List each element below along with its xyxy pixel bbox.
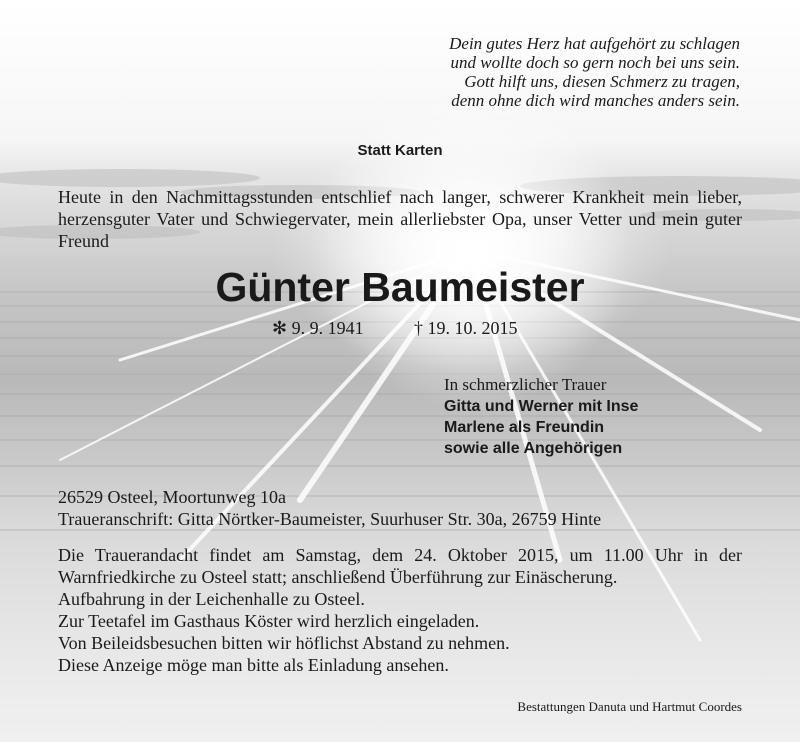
ceremony-notice (58, 544, 742, 676)
mourning-address: Traueranschrift: Gitta Nörtker-Baumeister, Suurhuser Str. 30a, 26759 Hinte (58, 509, 602, 529)
mourner-name: Marlene als Freundin (444, 419, 605, 436)
notice-line: Von Beileidsbesuchen bitten wir höflichst Abstand zu nehmen. (58, 633, 510, 653)
verse-line: Dein gutes Herz hat aufgehört zu schlagen (449, 34, 740, 53)
notice-line: Diese Anzeige möge man bitte als Einladung ansehen. (58, 655, 449, 675)
address-block (58, 486, 601, 530)
mourners-block (444, 374, 638, 459)
memorial-verse (449, 34, 740, 110)
mourner-name: sowie alle Angehörigen (444, 440, 623, 457)
intro-paragraph: Heute in den Nachmittagsstunden entschlief nach langer, schwerer Krankheit mein lieber, herzensguter Vater und Schwiegervater, mein allerliebster Opa, unser Vetter und mein guter Freund (58, 187, 742, 251)
ceremony-details: Die Trauerandacht findet am Samstag, dem 24. Oktober 2015, um 11.00 Uhr in der Warnfriedkirche zu Osteel statt; anschließend Überführung zur Einäscherung. (58, 545, 742, 587)
mourning-lead: In schmerzlicher Trauer (444, 375, 607, 394)
verse-line: und wollte doch so gern noch bei uns sein. (450, 53, 740, 72)
notice-line: Aufbahrung in der Leichenhalle zu Osteel. (58, 589, 365, 609)
verse-line: Gott hilft uns, diesen Schmerz zu tragen, (464, 72, 740, 91)
home-address: 26529 Osteel, Moortunweg 10a (58, 487, 286, 507)
deceased-name: Günter Baumeister (215, 264, 585, 310)
verse-line: denn ohne dich wird manches anders sein. (451, 91, 740, 110)
mourner-name: Gitta und Werner mit Inse (444, 398, 639, 415)
notice-line: Zur Teetafel im Gasthaus Köster wird herzlich eingeladen. (58, 611, 480, 631)
undertaker-credit: Bestattungen Danuta und Hartmut Coordes (517, 699, 742, 714)
death-date: † 19. 10. 2015 (414, 318, 518, 338)
statt-karten-heading: Statt Karten (357, 142, 443, 159)
birth-date: ✻ 9. 9. 1941 (272, 318, 364, 338)
